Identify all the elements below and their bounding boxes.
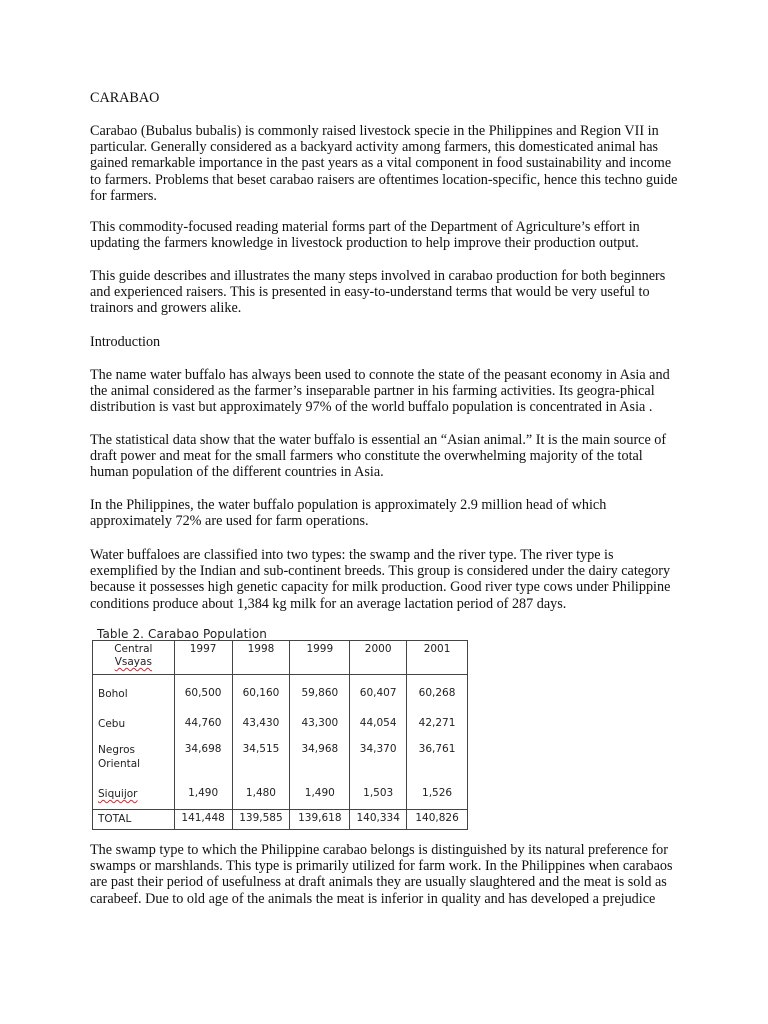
carabao-population-table	[92, 640, 468, 830]
table-cell: 34,515	[232, 743, 290, 783]
table-cell: 43,300	[290, 715, 350, 743]
total-cell: 139,585	[232, 810, 290, 830]
year-header-cell: 1997	[174, 641, 232, 675]
year-header-cell: 2001	[407, 641, 468, 675]
table-cell: 34,698	[174, 743, 232, 783]
row-label-line2: Oriental	[98, 758, 141, 770]
table-row	[93, 675, 468, 716]
table-cell: 1,490	[290, 783, 350, 810]
row-label	[93, 783, 175, 810]
table-cell: 44,760	[174, 715, 232, 743]
table-cell: 34,370	[350, 743, 407, 783]
total-cell: 141,448	[174, 810, 232, 830]
total-cell: 140,826	[407, 810, 468, 830]
row-label-text: Siquijor	[98, 788, 138, 800]
table-header-row	[93, 641, 468, 675]
table-row	[93, 783, 468, 810]
total-cell: 139,618	[290, 810, 350, 830]
table-cell: 1,480	[232, 783, 290, 810]
table-cell: 59,860	[290, 675, 350, 716]
year-header-cell: 1999	[290, 641, 350, 675]
table-cell: 1,503	[350, 783, 407, 810]
total-label: TOTAL	[93, 810, 175, 830]
table-cell: 1,526	[407, 783, 468, 810]
document-title: CARABAO	[90, 90, 160, 106]
after-table-paragraph: The swamp type to which the Philippine carabao belongs is distinguished by its natural preference for swamps or marshlands. This type is primarily utilized for farm work. In the Philippines when carabaos are past their period of usefulness at draft animals they are usually slaughtered and the meat is sold as carabeef. Due to old age of the animals the meat is inferior in quality and has developed a prejudice	[90, 842, 673, 907]
row-label: Cebu	[93, 715, 175, 743]
row-label-line1: Negros	[98, 744, 135, 756]
table-row	[93, 715, 468, 743]
section-heading: Introduction	[90, 334, 161, 350]
region-header-line1: Central	[114, 643, 153, 655]
table-cell: 42,271	[407, 715, 468, 743]
table-total-row	[93, 810, 468, 830]
table-cell: 60,268	[407, 675, 468, 716]
region-header-cell	[93, 641, 175, 675]
intro-paragraph-2: This commodity-focused reading material forms part of the Department of Agriculture’s effort in updating the farmers knowledge in livestock production to help improve their production output.	[90, 219, 640, 252]
intro-paragraph-3: This guide describes and illustrates the many steps involved in carabao production for both beginners and experienced raisers. This is presented in easy-to-understand terms that would be very useful to trainors and growers alike.	[90, 268, 666, 317]
table-cell: 60,160	[232, 675, 290, 716]
total-cell: 140,334	[350, 810, 407, 830]
table-cell: 1,490	[174, 783, 232, 810]
table-title: Table 2. Carabao Population	[97, 627, 268, 641]
region-header-line2: Vsayas	[114, 656, 152, 668]
body-paragraph-2: The statistical data show that the water buffalo is essential an “Asian animal.” It is the main source of draft power and meat for the small farmers who constitute the overwhelming majority of the total human population of the different countries in Asia.	[90, 432, 667, 481]
year-header-cell: 2000	[350, 641, 407, 675]
table-row	[93, 743, 468, 783]
table-cell: 60,500	[174, 675, 232, 716]
row-label: Bohol	[93, 675, 175, 716]
table-cell: 36,761	[407, 743, 468, 783]
intro-paragraph-1: Carabao (Bubalus bubalis) is commonly raised livestock specie in the Philippines and Region VII in particular. Generally considered as a backyard activity among farmers, this domesticated animal has gained remarkable importance in the past years as a vital component in food sustainability and income to farmers. Problems that beset carabao raisers are oftentimes location-specific, hence this techno guide for farmers.	[90, 123, 678, 204]
table-cell: 34,968	[290, 743, 350, 783]
body-paragraph-3: In the Philippines, the water buffalo population is approximately 2.9 million head of which approximately 72% are used for farm operations.	[90, 497, 607, 530]
table-cell: 60,407	[350, 675, 407, 716]
table-cell: 43,430	[232, 715, 290, 743]
table-cell: 44,054	[350, 715, 407, 743]
year-header-cell: 1998	[232, 641, 290, 675]
body-paragraph-4: Water buffaloes are classified into two types: the swamp and the river type. The river type is exemplified by the Indian and sub-continent breeds. This group is considered under the dairy category because it possesses high genetic capacity for milk production. Good river type cows under Philippine conditions produce about 1,384 kg milk for an average lactation period of 287 days.	[90, 547, 671, 612]
body-paragraph-1: The name water buffalo has always been used to connote the state of the peasant economy in Asia and the animal considered as the farmer’s inseparable partner in his farming activities. Its geogra-phical distribution is vast but approximately 97% of the world buffalo population is concentrated in Asia .	[90, 367, 670, 416]
row-label	[93, 743, 175, 783]
